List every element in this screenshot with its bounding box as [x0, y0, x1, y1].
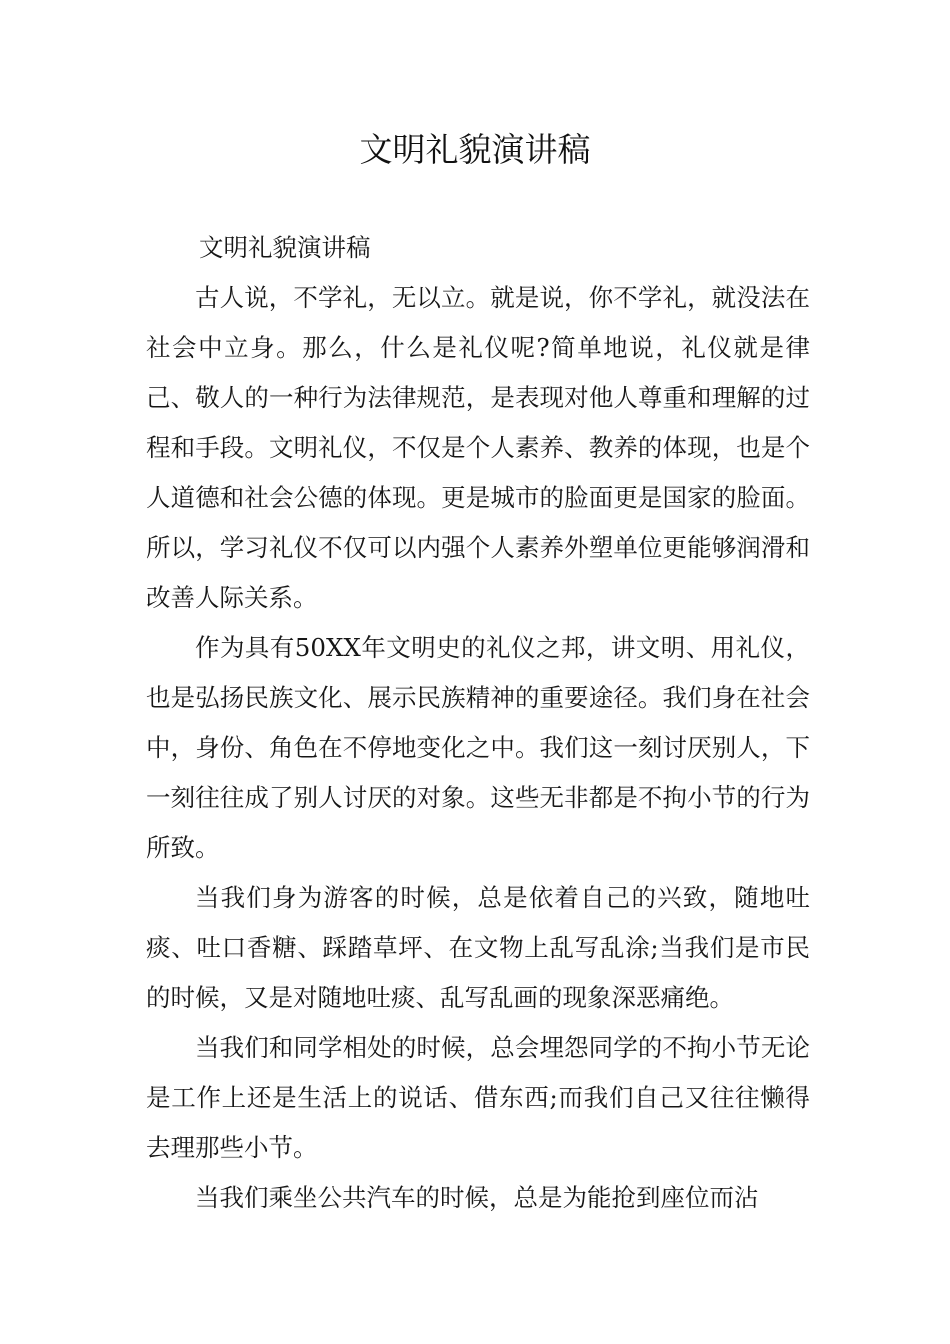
paragraph-4: 当我们和同学相处的时候，总会埋怨同学的不拘小节无论是工作上还是生活上的说话、借东西;而我们自己又往往懒得去理那些小节。 — [146, 1033, 810, 1162]
paragraph-1: 古人说，不学礼，无以立。就是说，你不学礼，就没法在社会中立身。那么，什么是礼仪呢?简单地说，礼仪就是律己、敬人的一种行为法律规范，是表现对他人尊重和理解的过程和手段。文明礼仪，不仅是个人素养、教养的体现，也是个人道德和社会公德的体现。更是城市的脸面更是国家的脸面。所以，学习礼仪不仅可以内强个人素养外塑单位更能够润滑和改善人际关系。 — [146, 283, 810, 612]
paragraph-3: 当我们身为游客的时候，总是依着自己的兴致，随地吐痰、吐口香糖、踩踏草坪、在文物上乱写乱涂;当我们是市民的时候，又是对随地吐痰、乱写乱画的现象深恶痛绝。 — [146, 883, 810, 1012]
paragraph-5: 当我们乘坐公共汽车的时候，总是为能抢到座位而沾 — [195, 1183, 759, 1212]
document-title: 文明礼貌演讲稿 — [359, 130, 591, 169]
document-body — [146, 223, 810, 1223]
document-subtitle: 文明礼貌演讲稿 — [199, 233, 371, 262]
paragraph-2: 作为具有50XX年文明史的礼仪之邦，讲文明、用礼仪，也是弘扬民族文化、展示民族精神的重要途径。我们身在社会中，身份、角色在不停地变化之中。我们这一刻讨厌别人，下一刻往往成了别人讨厌的对象。这些无非都是不拘小节的行为所致。 — [146, 633, 810, 862]
